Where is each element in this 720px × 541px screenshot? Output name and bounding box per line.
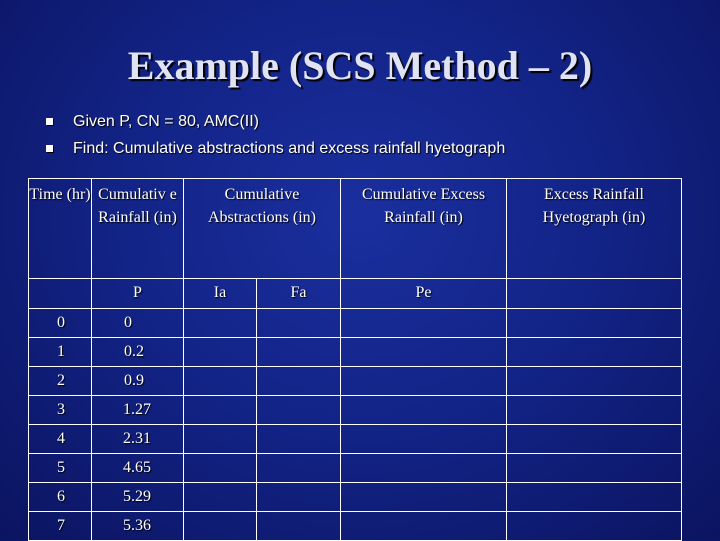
time-cell: 3 (29, 396, 92, 425)
symbol-cell-hyetograph (507, 279, 682, 309)
fa-cell (257, 483, 341, 512)
table-row (29, 396, 682, 425)
header-cumulative-excess-rainfall: Cumulative Excess Rainfall (in) (341, 179, 507, 279)
fa-cell (257, 512, 341, 541)
fa-cell (257, 396, 341, 425)
ia-cell (184, 483, 257, 512)
rainfall-cell: 0 (92, 309, 184, 338)
bullet-item-given (46, 110, 505, 137)
ia-cell (184, 454, 257, 483)
table-row (29, 367, 682, 396)
pe-cell (341, 338, 507, 367)
fa-cell (257, 425, 341, 454)
ia-cell (184, 425, 257, 454)
rainfall-cell: 2.31 (92, 425, 184, 454)
time-cell: 5 (29, 454, 92, 483)
table-row (29, 425, 682, 454)
time-cell: 6 (29, 483, 92, 512)
ia-cell (184, 309, 257, 338)
symbol-cell-time (29, 279, 92, 309)
rainfall-cell: 5.36 (92, 512, 184, 541)
hyetograph-cell (507, 338, 682, 367)
time-cell: 0 (29, 309, 92, 338)
symbol-fa: Fa (257, 279, 341, 309)
header-time: Time (hr) (29, 179, 92, 279)
pe-cell (341, 367, 507, 396)
rainfall-cell: 0.9 (92, 367, 184, 396)
hyetograph-cell (507, 483, 682, 512)
hyetograph-cell (507, 396, 682, 425)
square-bullet-icon (46, 118, 53, 125)
time-cell: 4 (29, 425, 92, 454)
hyetograph-cell (507, 309, 682, 338)
symbol-pe: Pe (341, 279, 507, 309)
symbol-p: P (92, 279, 184, 309)
symbol-ia: Ia (184, 279, 257, 309)
pe-cell (341, 483, 507, 512)
table-row (29, 454, 682, 483)
pe-cell (341, 512, 507, 541)
pe-cell (341, 309, 507, 338)
table-row (29, 483, 682, 512)
pe-cell (341, 396, 507, 425)
bullet-text: Given P, CN = 80, AMC(II) (73, 113, 259, 130)
header-excess-rainfall-hyetograph: Excess Rainfall Hyetograph (in) (507, 179, 682, 279)
table-row (29, 338, 682, 367)
ia-cell (184, 338, 257, 367)
pe-cell (341, 425, 507, 454)
rainfall-cell: 1.27 (92, 396, 184, 425)
hyetograph-cell (507, 367, 682, 396)
ia-cell (184, 396, 257, 425)
ia-cell (184, 367, 257, 396)
header-cumulative-rainfall: Cumulativ e Rainfall (in) (92, 179, 184, 279)
table-row (29, 512, 682, 541)
hyetograph-cell (507, 512, 682, 541)
ia-cell (184, 512, 257, 541)
fa-cell (257, 454, 341, 483)
slide-title: Example (SCS Method – 2) (127, 43, 593, 88)
rainfall-cell: 0.2 (92, 338, 184, 367)
bullet-text: Find: Cumulative abstractions and excess rainfall hyetograph (73, 140, 506, 157)
table-row (29, 309, 682, 338)
fa-cell (257, 367, 341, 396)
rainfall-cell: 5.29 (92, 483, 184, 512)
bullet-item-find (46, 137, 505, 164)
hyetograph-cell (507, 425, 682, 454)
time-cell: 7 (29, 512, 92, 541)
rainfall-cell: 4.65 (92, 454, 184, 483)
square-bullet-icon (46, 145, 53, 152)
header-cumulative-abstractions: Cumulative Abstractions (in) (184, 179, 341, 279)
scs-table (28, 178, 682, 541)
fa-cell (257, 309, 341, 338)
pe-cell (341, 454, 507, 483)
time-cell: 1 (29, 338, 92, 367)
bullet-list (46, 110, 505, 164)
time-cell: 2 (29, 367, 92, 396)
hyetograph-cell (507, 454, 682, 483)
fa-cell (257, 338, 341, 367)
